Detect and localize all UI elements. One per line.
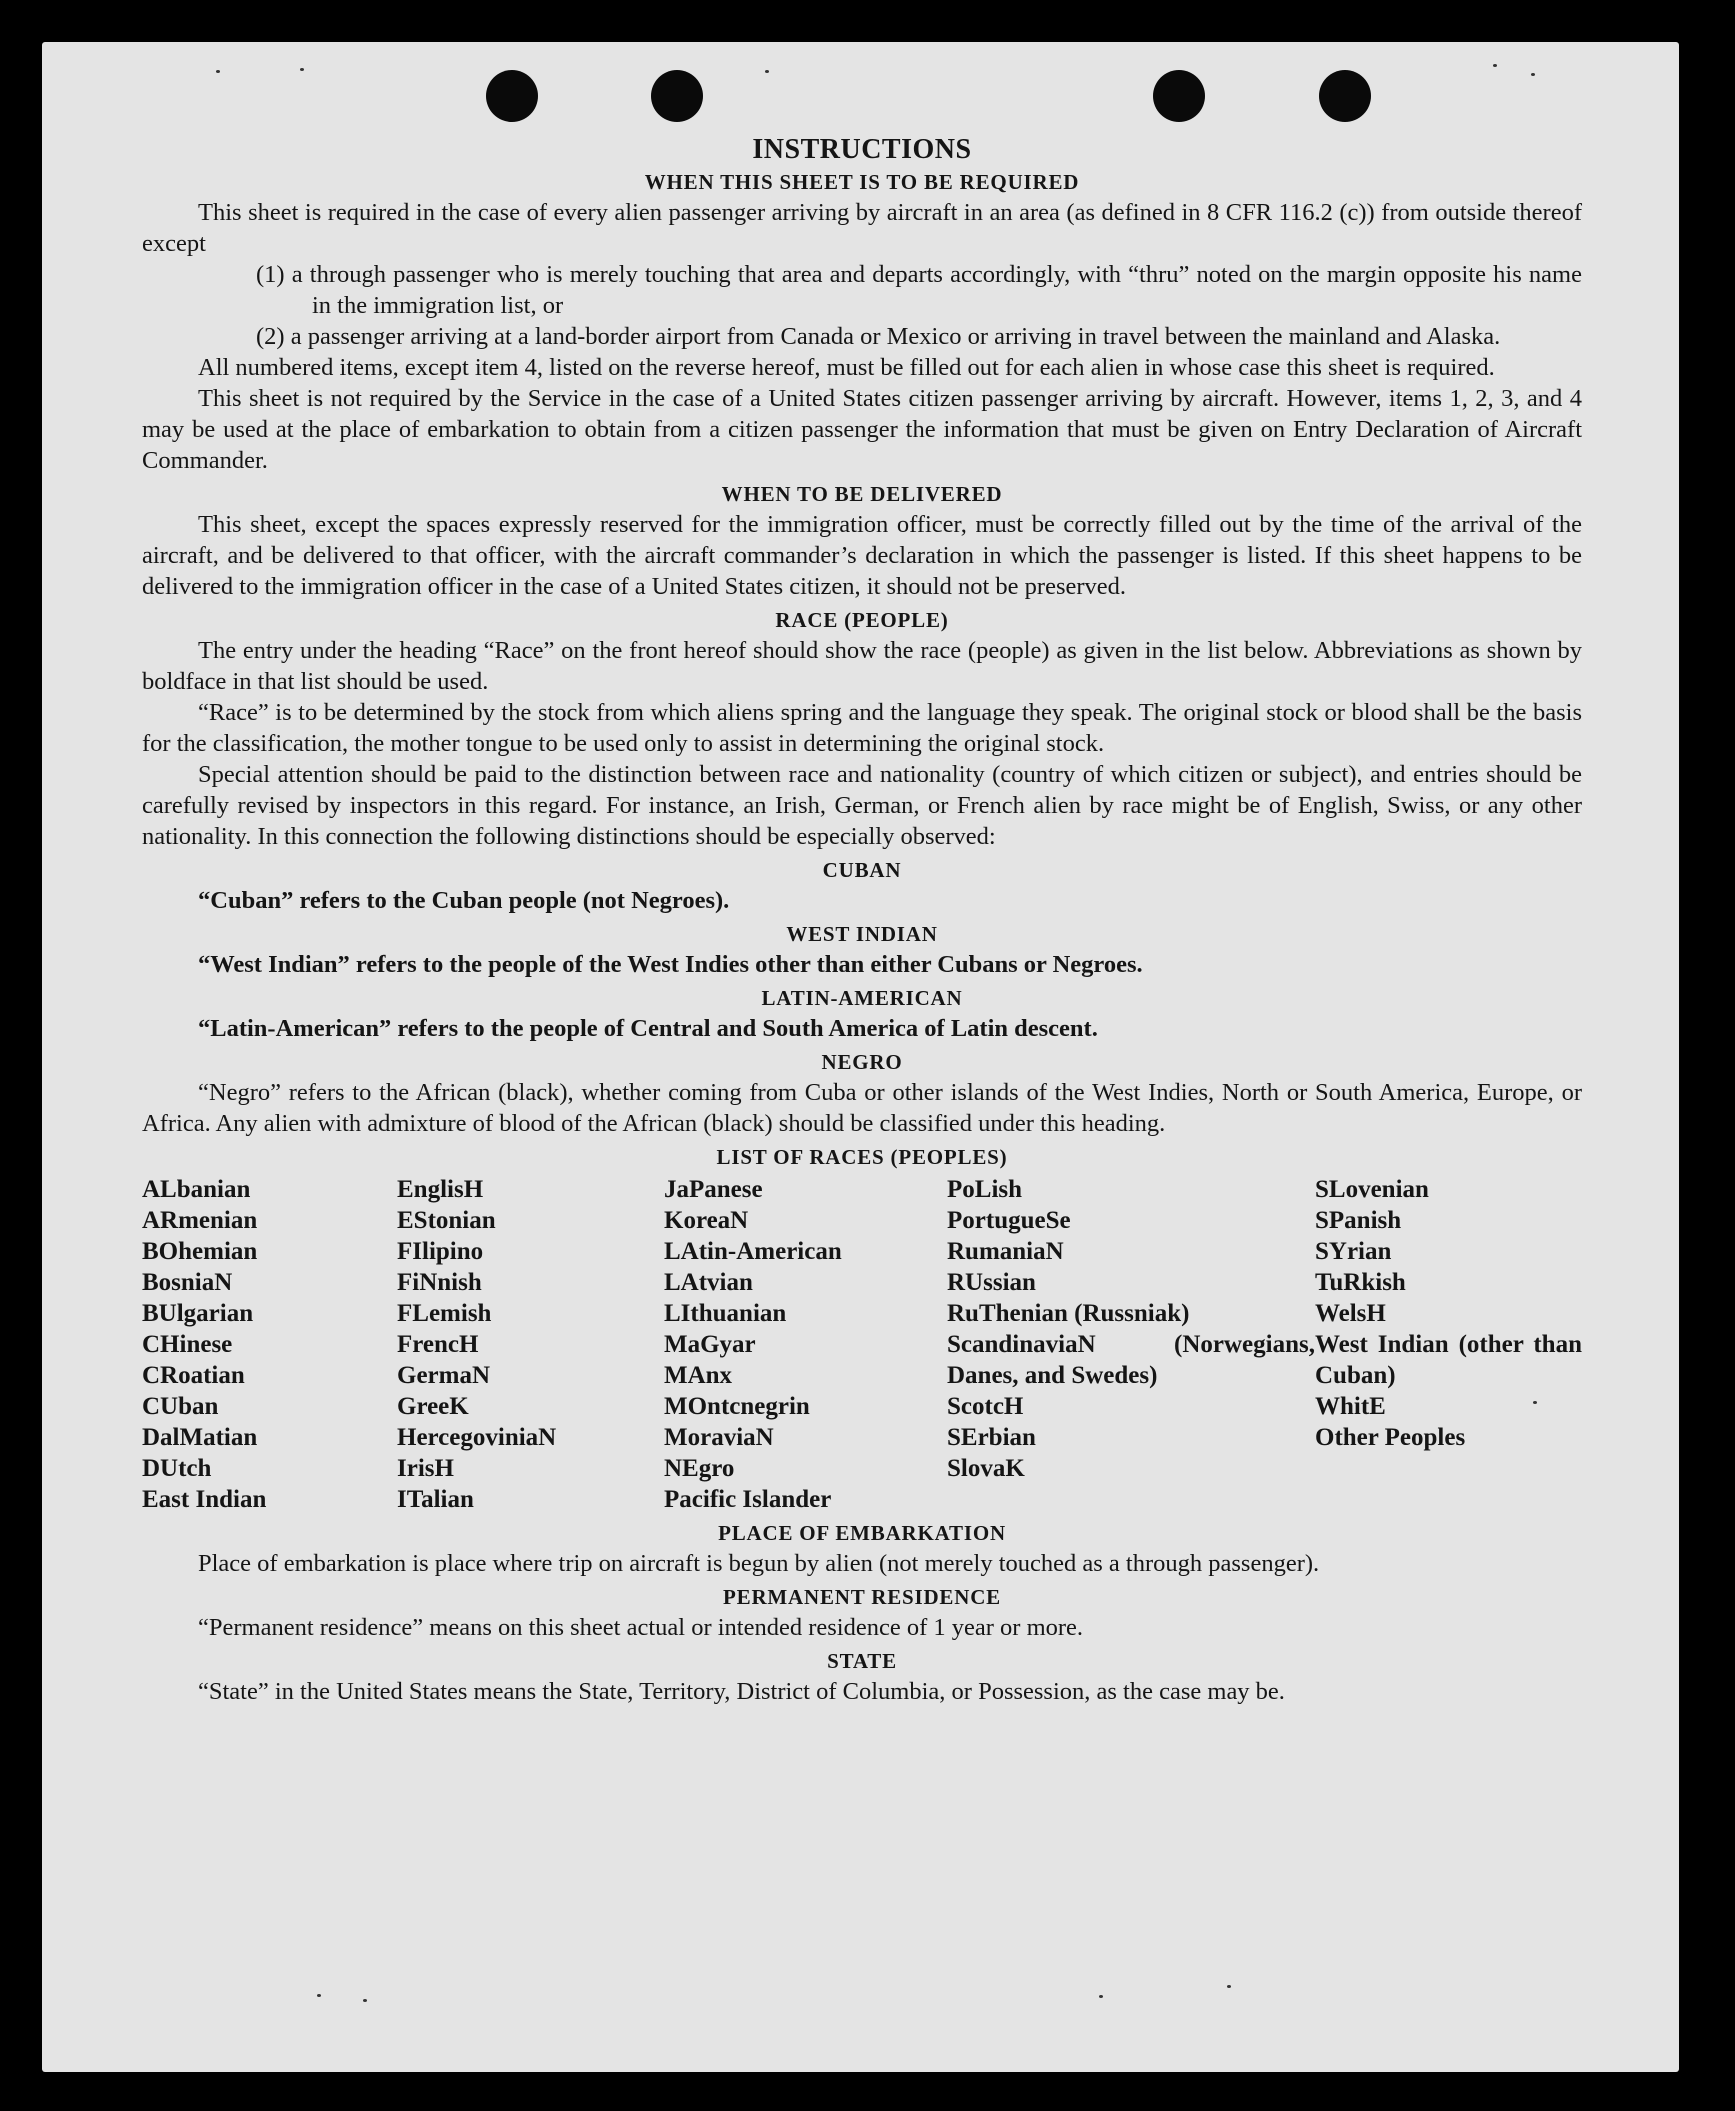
paragraph: This sheet, except the spaces expressly reserved for the immigration officer, must be correctly filled out by the time of the arrival of the aircraft, and be delivered to that officer, with the aircraft commander’s declaration in which the passenger is listed. If this sheet happens to be delivered to the immigration officer in the case of a United States citizen, it should not be preserved. [142,511,1582,600]
race-entry: LAtin-American [664,1238,842,1265]
race-entry: SlovaK [947,1455,1025,1482]
race-entry: MAnx [664,1362,733,1389]
speck [765,70,769,73]
race-entry: EnglisH [397,1176,484,1203]
punch-hole [1153,70,1205,122]
section-heading: WHEN TO BE DELIVERED [721,482,1003,506]
punch-hole [486,70,538,122]
race-entry: PortugueSe [947,1207,1071,1234]
race-entry: NEgro [664,1455,735,1482]
section-heading: RACE (PEOPLE) [775,608,949,632]
punch-hole [651,70,703,122]
race-entry: Pacific Islander [664,1486,832,1513]
section-heading: LATIN-AMERICAN [761,986,963,1010]
page-title: INSTRUCTIONS [752,134,972,165]
paragraph: “State” in the United States means the State, Territory, District of Columbia, or Possession, as the case may be. [198,1678,1285,1705]
race-entry: IrisH [397,1455,454,1482]
race-entry: ScandinaviaN (Norwegians, Danes, and Swedes) [947,1331,1315,1389]
race-entry: JaPanese [664,1176,763,1203]
section-heading: PERMANENT RESIDENCE [723,1585,1001,1609]
race-entry: FiNnish [397,1269,482,1296]
punch-hole [1319,70,1371,122]
race-list [142,1174,1582,1515]
race-entry: FrencH [397,1331,479,1358]
race-entry: KoreaN [664,1207,749,1234]
race-entry: FLemish [397,1300,492,1327]
list-item: (2) a passenger arriving at a land-border airport from Canada or Mexico or arriving in travel between the mainland and Alaska. [256,323,1501,350]
race-entry: RumaniaN [947,1238,1064,1265]
section-heading: WHEN THIS SHEET IS TO BE REQUIRED [644,170,1080,194]
paragraph: The entry under the heading “Race” on the front hereof should show the race (people) as given in the list below. Abbreviations as shown by boldface in that list should be used. [142,637,1582,695]
paragraph: All numbered items, except item 4, listed on the reverse hereof, must be filled out for each alien in whose case this sheet is required. [198,354,1495,381]
paragraph: “Cuban” refers to the Cuban people (not Negroes). [198,887,730,914]
paragraph: “Negro” refers to the African (black), whether coming from Cuba or other islands of the West Indies, North or South America, Europe, or Africa. Any alien with admixture of blood of the African (black) should be classified under this heading. [142,1079,1582,1137]
section-heading: PLACE OF EMBARKATION [718,1521,1006,1545]
race-entry: ScotcH [947,1393,1024,1420]
race-entry: SPanish [1315,1207,1402,1234]
race-column [397,1174,664,1515]
race-entry: ITalian [397,1486,474,1513]
race-entry: WhitE [1315,1393,1386,1420]
race-entry: HercegoviniaN [397,1424,557,1451]
race-entry: MOntcnegrin [664,1393,810,1420]
race-entry: LIthuanian [664,1300,787,1327]
section-heading: WEST INDIAN [786,922,938,946]
race-entry: WelsH [1315,1300,1386,1327]
race-entry: RUssian [947,1269,1036,1296]
race-entry: GermaN [397,1362,491,1389]
race-entry: ARmenian [142,1207,258,1234]
paragraph: “Permanent residence” means on this sheet actual or intended residence of 1 year or more. [198,1614,1084,1641]
race-entry: SLovenian [1315,1176,1429,1203]
race-entry: SYrian [1315,1238,1392,1265]
speck [216,70,220,73]
race-entry: RuThenian (Russniak) [947,1300,1190,1327]
speck [1227,1985,1231,1988]
speck [300,68,304,71]
speck [317,1994,321,1997]
race-entry: CUban [142,1393,219,1420]
race-entry: DalMatian [142,1424,258,1451]
race-entry: EStonian [397,1207,496,1234]
speck [363,1999,367,2002]
document-body [142,132,1582,1707]
section-heading: LIST OF RACES (PEOPLES) [716,1145,1008,1169]
paragraph: Special attention should be paid to the distinction between race and nationality (country of which citizen or subject), and entries should be carefully revised by inspectors in this regard. For instance, an Irish, German, or French alien by race might be of English, Swiss, or any other nationality. In this connection the following distinctions should be especially observed: [142,761,1582,850]
section-heading: STATE [827,1649,897,1673]
paragraph: This sheet is not required by the Service in the case of a United States citizen passenger arriving by aircraft. However, items 1, 2, 3, and 4 may be used at the place of embarkation to obtain from a citizen passenger the information that must be given on Entry Declaration of Aircraft Commander. [142,385,1582,474]
race-entry: DUtch [142,1455,212,1482]
paragraph: “Race” is to be determined by the stock from which aliens spring and the language they speak. The original stock or blood shall be the basis for the classification, the mother tongue to be used only to assist in determining the original stock. [142,699,1582,757]
race-column [1315,1174,1582,1515]
race-entry: BosniaN [142,1269,233,1296]
document-page [42,42,1679,2072]
race-column [947,1174,1315,1515]
race-entry: ALbanian [142,1176,251,1203]
race-entry: MaGyar [664,1331,756,1358]
paragraph: “Latin-American” refers to the people of Central and South America of Latin descent. [198,1015,1098,1042]
section-heading: NEGRO [821,1050,903,1074]
race-entry: TuRkish [1315,1269,1406,1296]
race-column [142,1174,397,1515]
paragraph: This sheet is required in the case of every alien passenger arriving by aircraft in an area (as defined in 8 CFR 116.2 (c)) from outside thereof except [142,199,1582,257]
list-item: (1) a through passenger who is merely touching that area and departs accordingly, with “thru” noted on the margin opposite his name in the immigration list, or [256,261,1582,319]
race-entry: West Indian (other than Cuban) [1315,1331,1582,1389]
race-entry: PoLish [947,1176,1023,1203]
speck [1099,1995,1103,1998]
race-entry: CRoatian [142,1362,245,1389]
speck [1493,64,1497,67]
speck [1531,73,1535,76]
race-entry: LAtvian [664,1269,753,1296]
paragraph: “West Indian” refers to the people of the West Indies other than either Cubans or Negroes. [198,951,1143,978]
race-entry: East Indian [142,1486,267,1513]
race-entry: BUlgarian [142,1300,254,1327]
race-column [664,1174,947,1515]
section-heading: CUBAN [822,858,902,882]
race-entry: SErbian [947,1424,1036,1451]
race-entry: CHinese [142,1331,233,1358]
race-entry: Other Peoples [1315,1424,1466,1451]
race-entry: FIlipino [397,1238,484,1265]
paragraph: Place of embarkation is place where trip on aircraft is begun by alien (not merely touched as a through passenger). [198,1550,1320,1577]
race-entry: MoraviaN [664,1424,774,1451]
race-entry: GreeK [397,1393,469,1420]
race-entry: BOhemian [142,1238,258,1265]
